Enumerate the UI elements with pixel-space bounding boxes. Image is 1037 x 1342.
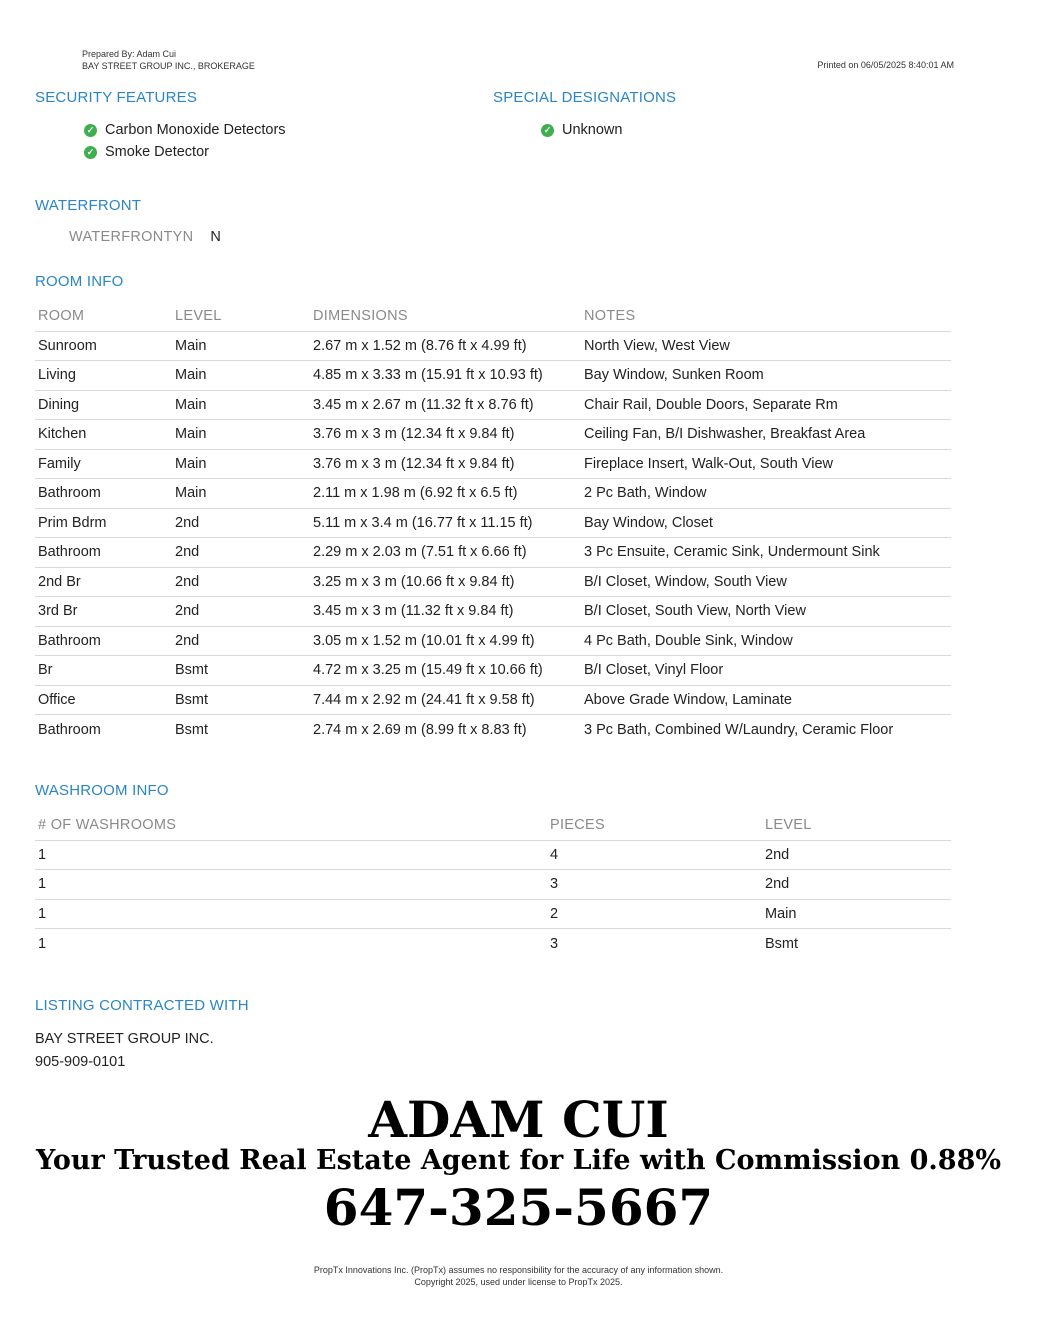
list-item bbox=[84, 141, 286, 163]
table-cell: 3 bbox=[547, 870, 762, 900]
table-cell: Bay Window, Closet bbox=[581, 508, 951, 538]
list-item bbox=[541, 119, 622, 141]
table-cell: 3 Pc Bath, Combined W/Laundry, Ceramic Floor bbox=[584, 721, 894, 738]
table-cell: 2.74 m x 2.69 m (8.99 ft x 8.83 ft) bbox=[313, 721, 527, 738]
room-info-table bbox=[35, 302, 951, 744]
agent-tagline: Your Trusted Real Estate Agent for Life with Commission 0.88% bbox=[35, 1145, 1002, 1176]
table-cell: 1 bbox=[38, 935, 47, 952]
table-cell: Kitchen bbox=[35, 420, 172, 450]
column-header: LEVEL bbox=[762, 811, 951, 840]
table-row bbox=[35, 656, 951, 686]
table-cell: 3 Pc Ensuite, Ceramic Sink, Undermount Sink bbox=[581, 538, 951, 568]
prepared-by: Prepared By: Adam Cui bbox=[82, 49, 177, 59]
table-cell: Main bbox=[172, 390, 310, 420]
waterfront-key: WATERFRONTYN bbox=[69, 229, 194, 245]
waterfront-field bbox=[69, 229, 221, 245]
table-cell: 3 bbox=[550, 935, 559, 952]
table-cell: 3.45 m x 3 m (11.32 ft x 9.84 ft) bbox=[310, 597, 581, 627]
footer-disclaimer bbox=[0, 1264, 1037, 1288]
table-cell: 1 bbox=[35, 840, 547, 870]
table-cell: Main bbox=[172, 361, 310, 391]
table-header-row bbox=[35, 811, 951, 840]
table-cell: Main bbox=[172, 331, 310, 361]
table-cell: 2nd bbox=[172, 597, 310, 627]
table-row bbox=[35, 420, 951, 450]
table-cell: Office bbox=[35, 685, 172, 715]
agent-name: ADAM CUI bbox=[368, 1090, 669, 1149]
column-header: DIMENSIONS bbox=[310, 302, 581, 331]
table-cell: Dining bbox=[35, 390, 172, 420]
table-row bbox=[35, 331, 951, 361]
footer-line: Copyright 2025, used under license to PropTx 2025. bbox=[414, 1277, 623, 1287]
table-cell: 2nd Br bbox=[35, 567, 172, 597]
table-cell: 2nd bbox=[172, 508, 310, 538]
table-row bbox=[35, 870, 951, 900]
table-cell: Ceiling Fan, B/I Dishwasher, Breakfast Area bbox=[581, 420, 951, 450]
table-row bbox=[35, 899, 951, 929]
table-cell: 2.67 m x 1.52 m (8.76 ft x 4.99 ft) bbox=[310, 331, 581, 361]
table-cell: 4 bbox=[547, 840, 762, 870]
listing-contract-block bbox=[35, 1028, 214, 1074]
security-features-list bbox=[84, 119, 286, 163]
prepared-by-block bbox=[82, 48, 255, 72]
room-info-title: ROOM INFO bbox=[35, 273, 124, 290]
table-cell: Main bbox=[172, 449, 310, 479]
table-cell: Above Grade Window, Laminate bbox=[581, 685, 951, 715]
table-cell: 3.25 m x 3 m (10.66 ft x 9.84 ft) bbox=[310, 567, 581, 597]
table-row bbox=[35, 715, 951, 745]
table-cell: 2 bbox=[547, 899, 762, 929]
table-row bbox=[35, 929, 951, 959]
table-cell: Sunroom bbox=[35, 331, 172, 361]
table-row bbox=[35, 840, 951, 870]
table-row bbox=[35, 479, 951, 509]
security-features-title: SECURITY FEATURES bbox=[35, 89, 198, 106]
washroom-info-table bbox=[35, 811, 951, 958]
table-cell: 3.45 m x 2.67 m (11.32 ft x 8.76 ft) bbox=[310, 390, 581, 420]
table-cell: Family bbox=[35, 449, 172, 479]
table-cell: 5.11 m x 3.4 m (16.77 ft x 11.15 ft) bbox=[310, 508, 581, 538]
check-circle-icon: ✓ bbox=[84, 124, 97, 137]
table-row bbox=[35, 685, 951, 715]
table-cell: Prim Bdrm bbox=[35, 508, 172, 538]
column-header: PIECES bbox=[547, 811, 762, 840]
table-cell: 2.29 m x 2.03 m (7.51 ft x 6.66 ft) bbox=[310, 538, 581, 568]
column-header: ROOM bbox=[35, 302, 172, 331]
check-circle-icon: ✓ bbox=[541, 124, 554, 137]
table-cell: 2nd bbox=[762, 840, 951, 870]
waterfront-title: WATERFRONT bbox=[35, 197, 142, 214]
table-cell: 2nd bbox=[172, 626, 310, 656]
table-cell: Fireplace Insert, Walk-Out, South View bbox=[581, 449, 951, 479]
table-cell: Main bbox=[762, 899, 951, 929]
table-row bbox=[35, 508, 951, 538]
table-cell: Living bbox=[35, 361, 172, 391]
check-circle-icon: ✓ bbox=[84, 146, 97, 159]
table-cell: Bsmt bbox=[765, 935, 799, 952]
table-cell: 7.44 m x 2.92 m (24.41 ft x 9.58 ft) bbox=[310, 685, 581, 715]
brokerage-name: BAY STREET GROUP INC., BROKERAGE bbox=[82, 61, 255, 71]
table-cell: Chair Rail, Double Doors, Separate Rm bbox=[581, 390, 951, 420]
waterfront-value: N bbox=[210, 229, 221, 245]
list-item bbox=[84, 119, 286, 141]
special-designations-list bbox=[541, 119, 622, 141]
table-cell: 4 Pc Bath, Double Sink, Window bbox=[581, 626, 951, 656]
table-cell: 2 Pc Bath, Window bbox=[581, 479, 951, 509]
table-cell: Bsmt bbox=[172, 656, 310, 686]
table-row bbox=[35, 597, 951, 627]
table-cell: 4.72 m x 3.25 m (15.49 ft x 10.66 ft) bbox=[310, 656, 581, 686]
table-cell: Main bbox=[172, 420, 310, 450]
listing-contracted-title: LISTING CONTRACTED WITH bbox=[35, 997, 249, 1014]
table-row bbox=[35, 449, 951, 479]
table-cell: B/I Closet, Window, South View bbox=[581, 567, 951, 597]
table-cell: 2nd bbox=[172, 567, 310, 597]
table-cell: 1 bbox=[35, 870, 547, 900]
table-cell: 2nd bbox=[762, 870, 951, 900]
table-cell: B/I Closet, Vinyl Floor bbox=[581, 656, 951, 686]
table-cell: 4.85 m x 3.33 m (15.91 ft x 10.93 ft) bbox=[310, 361, 581, 391]
column-header: NOTES bbox=[581, 302, 951, 331]
table-cell: North View, West View bbox=[581, 331, 951, 361]
table-cell: Bsmt bbox=[172, 685, 310, 715]
designation-label: Unknown bbox=[562, 122, 623, 138]
table-cell: 1 bbox=[35, 899, 547, 929]
agent-phone: 647-325-5667 bbox=[323, 1178, 714, 1237]
table-cell: Main bbox=[172, 479, 310, 509]
feature-label: Smoke Detector bbox=[105, 144, 209, 160]
table-cell: Bathroom bbox=[35, 626, 172, 656]
table-cell: 3.05 m x 1.52 m (10.01 ft x 4.99 ft) bbox=[310, 626, 581, 656]
table-cell: 3.76 m x 3 m (12.34 ft x 9.84 ft) bbox=[310, 420, 581, 450]
special-designations-title: SPECIAL DESIGNATIONS bbox=[493, 89, 677, 106]
column-header: # OF WASHROOMS bbox=[35, 811, 547, 840]
table-cell: 2nd bbox=[172, 538, 310, 568]
table-header-row bbox=[35, 302, 951, 331]
table-cell: 3rd Br bbox=[35, 597, 172, 627]
table-row bbox=[35, 538, 951, 568]
contract-phone: 905-909-0101 bbox=[35, 1054, 126, 1070]
washroom-info-title: WASHROOM INFO bbox=[35, 782, 169, 799]
table-row bbox=[35, 626, 951, 656]
table-cell: Br bbox=[35, 656, 172, 686]
feature-label: Carbon Monoxide Detectors bbox=[105, 122, 286, 138]
table-cell: Bathroom bbox=[38, 721, 101, 738]
table-cell: 2.11 m x 1.98 m (6.92 ft x 6.5 ft) bbox=[310, 479, 581, 509]
table-cell: B/I Closet, South View, North View bbox=[581, 597, 951, 627]
table-row bbox=[35, 361, 951, 391]
table-row bbox=[35, 567, 951, 597]
table-cell: Bsmt bbox=[175, 721, 209, 738]
contract-company: BAY STREET GROUP INC. bbox=[35, 1031, 214, 1047]
table-cell: Bathroom bbox=[35, 538, 172, 568]
printed-on: Printed on 06/05/2025 8:40:01 AM bbox=[817, 60, 954, 70]
footer-line: PropTx Innovations Inc. (PropTx) assumes no responsibility for the accuracy of any information shown. bbox=[313, 1265, 724, 1275]
table-cell: 3.76 m x 3 m (12.34 ft x 9.84 ft) bbox=[310, 449, 581, 479]
table-row bbox=[35, 390, 951, 420]
table-cell: Bay Window, Sunken Room bbox=[581, 361, 951, 391]
column-header: LEVEL bbox=[172, 302, 310, 331]
table-cell: Bathroom bbox=[35, 479, 172, 509]
